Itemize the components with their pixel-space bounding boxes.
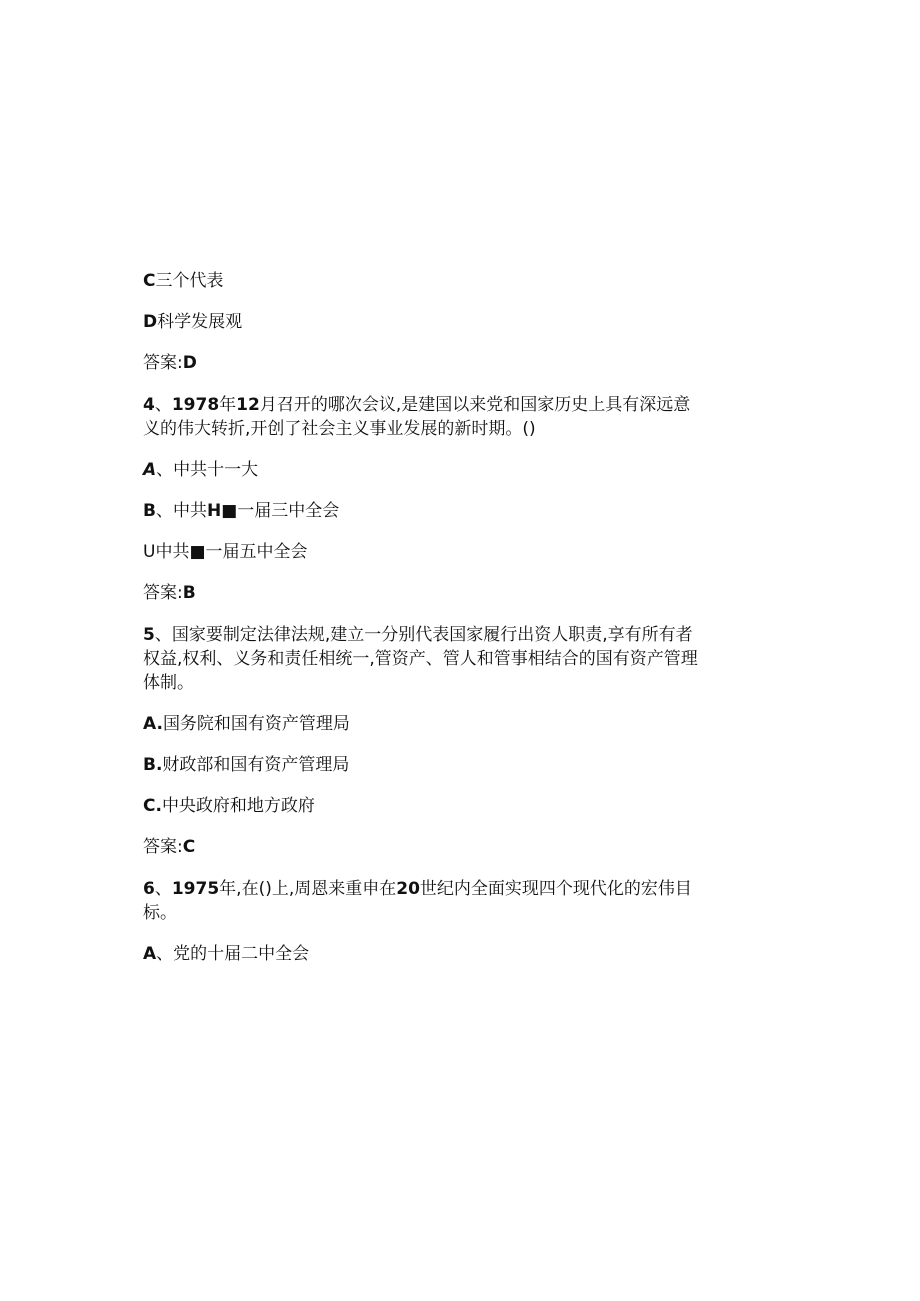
answer-label: 答案: <box>143 583 183 603</box>
question-text: 月召开的哪次会议,是建国以来党和国家历史上具有深远意义的伟大转折,开创了社会主义事业发展的新时期。() <box>143 395 691 439</box>
option-text: 财政部和国有资产管理局 <box>162 755 350 775</box>
option-letter: B <box>143 501 156 521</box>
option-text: 、中共十一大 <box>156 460 259 480</box>
q3-option-d <box>143 311 703 334</box>
question-number: 4 <box>143 395 155 415</box>
option-letter: C. <box>143 796 162 816</box>
question-text: 年 <box>219 395 237 415</box>
q5-answer <box>143 836 703 859</box>
option-text: 中央政府和地方政府 <box>161 796 315 816</box>
q5-option-c <box>143 795 703 818</box>
option-text: U中共■一届五中全会 <box>143 542 308 562</box>
q4-answer <box>143 582 703 605</box>
question-text: 世纪内全面实现四个现代化的宏伟目标。 <box>143 879 692 923</box>
question-year: 1975 <box>171 879 220 899</box>
question-number: 6 <box>143 879 155 899</box>
option-letter: A. <box>143 714 163 734</box>
document-page <box>143 270 703 966</box>
answer-value: D <box>182 353 197 373</box>
question-text: 年,在()上,周恩来重申在 <box>219 879 397 899</box>
q5-option-b <box>143 754 703 777</box>
question-year: 1978 <box>171 395 220 415</box>
q3-answer <box>143 352 703 375</box>
option-text: 国务院和国有资产管理局 <box>162 714 350 734</box>
option-text: 科学发展观 <box>157 312 243 332</box>
option-letter: B. <box>143 755 163 775</box>
option-text: 、党的十届二中全会 <box>156 944 310 964</box>
question-text: 、国家要制定法律法规,建立一分别代表国家履行出资人职责,享有所有者权益,权利、义务和责任相统一,管资产、管人和管事相结合的国有资产管理体制。 <box>143 625 698 693</box>
q4-option-b <box>143 500 703 523</box>
option-letter: A <box>143 460 157 480</box>
q6-option-a <box>143 943 703 966</box>
option-letter: D <box>143 312 158 332</box>
question-number: 5 <box>143 625 155 645</box>
answer-label: 答案: <box>143 837 183 857</box>
answer-value: C <box>182 837 196 857</box>
option-text: 三个代表 <box>155 271 224 291</box>
option-text-h: H <box>206 501 222 521</box>
q4-option-a <box>143 459 703 482</box>
option-text: ■一届三中全会 <box>221 501 340 521</box>
q6-question <box>143 877 698 925</box>
question-sep: 、 <box>154 395 172 415</box>
q4-question <box>143 393 698 441</box>
question-century: 20 <box>396 879 420 899</box>
q5-option-a <box>143 713 703 736</box>
answer-value: B <box>182 583 196 603</box>
option-letter: C <box>143 271 156 291</box>
option-text: 、中共 <box>155 501 207 521</box>
question-sep: 、 <box>154 879 172 899</box>
question-month: 12 <box>236 395 260 415</box>
q4-option-c <box>143 541 703 564</box>
option-letter: A <box>143 944 157 964</box>
q3-option-c <box>143 270 703 293</box>
answer-label: 答案: <box>143 353 183 373</box>
q5-question <box>143 623 698 695</box>
